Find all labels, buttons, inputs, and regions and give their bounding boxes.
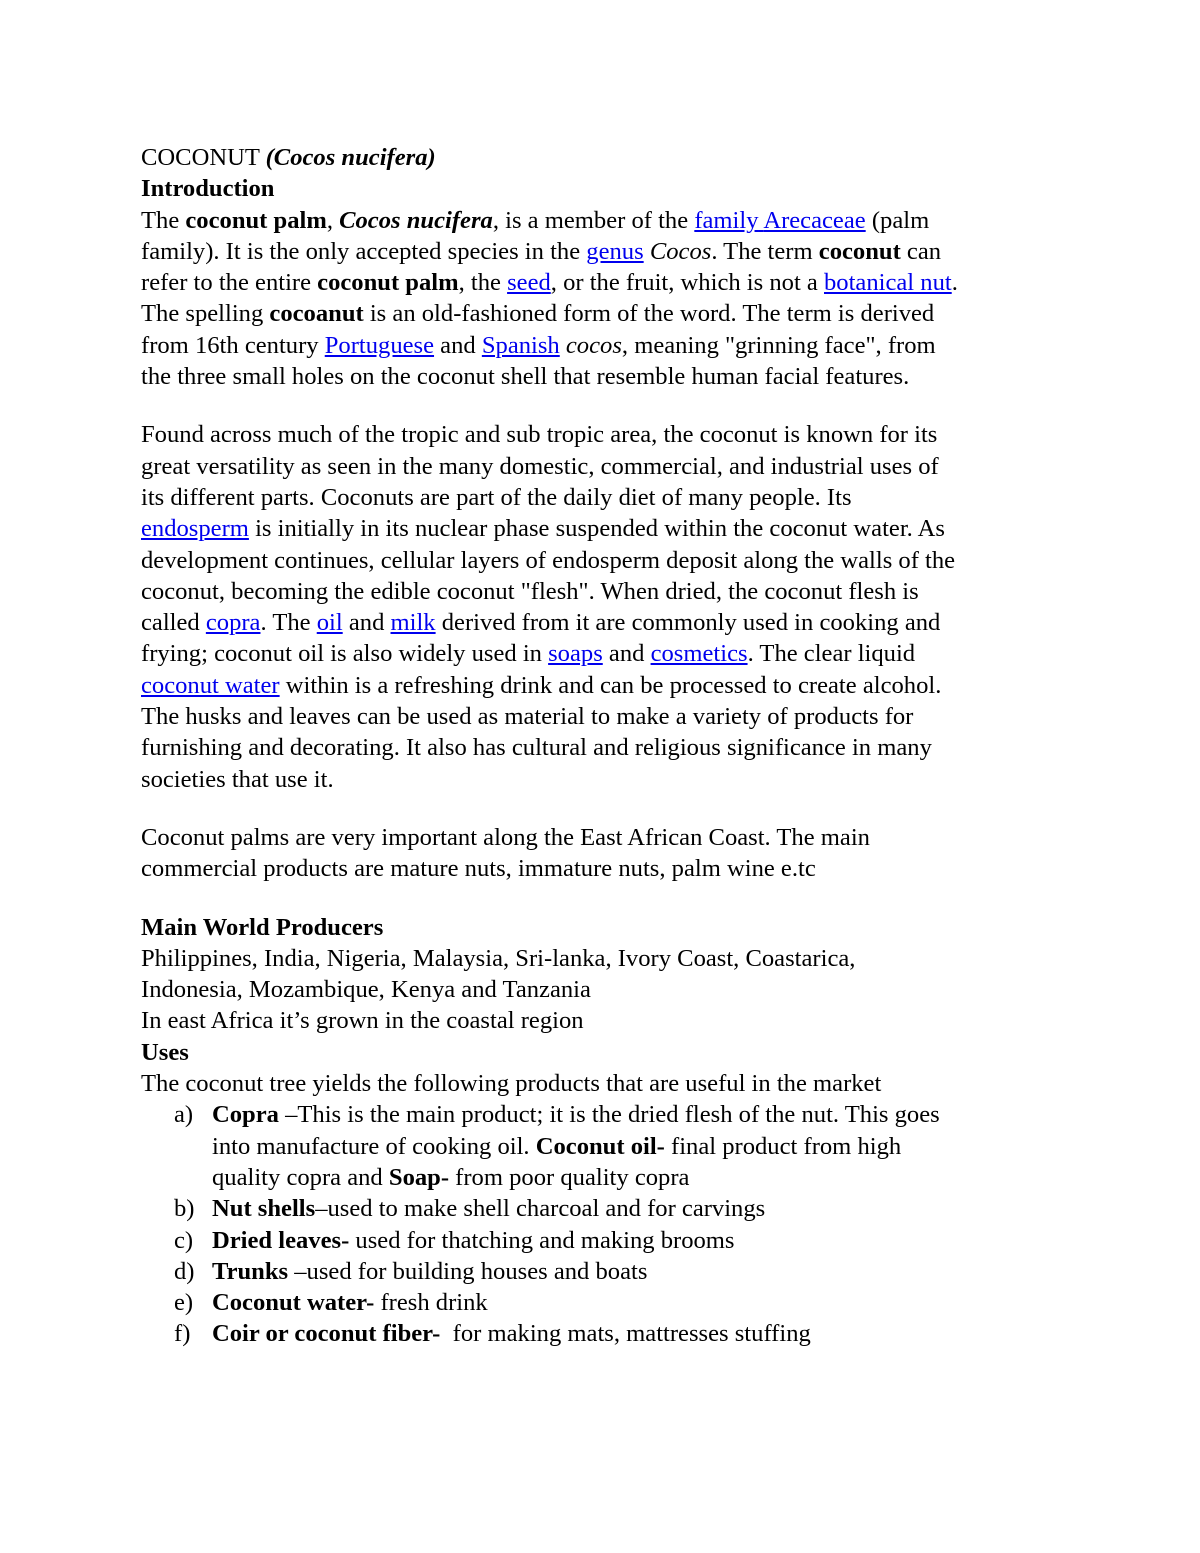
- intro-line-1: The coconut palm, Cocos nucifera, is a member of the family Arecaceae (palm: [141, 206, 930, 234]
- link-genus[interactable]: genus: [586, 237, 644, 265]
- uses-heading: Uses: [141, 1038, 189, 1066]
- paragraph-gap: [141, 392, 1061, 419]
- intro-line-6: the three small holes on the coconut shell that resemble human facial features.: [141, 363, 910, 391]
- list-marker: b): [174, 1195, 195, 1223]
- document-page: [141, 142, 1061, 1350]
- list-item-continuation: into manufacture of cooking oil. Coconut oil- final product from high: [212, 1132, 902, 1160]
- para3-line-2: commercial products are mature nuts, immature nuts, palm wine e.tc: [141, 855, 816, 883]
- para2-line-6: coconut, becoming the edible coconut "flesh". When dried, the coconut flesh is: [141, 577, 919, 605]
- para2-line-5: development continues, cellular layers of endosperm deposit along the walls of the: [141, 546, 956, 574]
- link-cosmetics[interactable]: cosmetics: [650, 640, 748, 668]
- para2-line-10: The husks and leaves can be used as material to make a variety of products for: [141, 703, 914, 731]
- para2-line-4: endosperm is initially in its nuclear phase suspended within the coconut water. As: [141, 515, 945, 543]
- link-oil[interactable]: oil: [316, 609, 343, 637]
- para2-line-8: frying; coconut oil is also widely used in soaps and cosmetics. The clear liquid: [141, 640, 916, 668]
- para2-line-3: its different parts. Coconuts are part of the daily diet of many people. Its: [141, 483, 852, 511]
- intro-line-3: refer to the entire coconut palm, the seed, or the fruit, which is not a botanical nut.: [141, 269, 958, 297]
- list-marker: e): [174, 1289, 194, 1317]
- link-spanish[interactable]: Spanish: [481, 331, 560, 359]
- document-title: [141, 142, 1061, 173]
- link-seed[interactable]: seed: [507, 269, 551, 297]
- list-item: a) Copra –This is the main product; it is the dried flesh of the nut. This goes: [141, 1099, 1061, 1130]
- introduction-heading: Introduction: [141, 175, 275, 203]
- list-item-continuation: quality copra and Soap- from poor quality copra: [212, 1163, 690, 1191]
- paragraph-gap: [141, 795, 1061, 822]
- list-item: d) Trunks –used for building houses and boats: [141, 1256, 1061, 1287]
- para2-line-11: furnishing and decorating. It also has cultural and religious significance in many: [141, 734, 932, 762]
- link-endosperm[interactable]: endosperm: [141, 515, 249, 543]
- para2-line-12: societies that use it.: [141, 765, 334, 793]
- list-marker: a): [174, 1101, 194, 1129]
- link-botanical-nut[interactable]: botanical nut: [824, 269, 952, 297]
- list-item: f) Coir or coconut fiber- for making mats, mattresses stuffing: [141, 1318, 1061, 1349]
- link-soaps[interactable]: soaps: [548, 640, 603, 668]
- para2-line-1: Found across much of the tropic and sub tropic area, the coconut is known for its: [141, 421, 938, 449]
- para3-line-1: Coconut palms are very important along the East African Coast. The main: [141, 823, 870, 851]
- intro-line-5: from 16th century Portuguese and Spanish cocos, meaning "grinning face", from: [141, 331, 936, 359]
- list-marker: f): [174, 1320, 191, 1348]
- producers-line-2: Indonesia, Mozambique, Kenya and Tanzania: [141, 976, 591, 1004]
- list-item: e) Coconut water- fresh drink: [141, 1287, 1061, 1318]
- link-family[interactable]: family: [694, 206, 759, 234]
- list-item: c) Dried leaves- used for thatching and making brooms: [141, 1225, 1061, 1256]
- producers-line-1: Philippines, India, Nigeria, Malaysia, Sri-lanka, Ivory Coast, Coastarica,: [141, 944, 856, 972]
- title-latin: (Cocos nucifera): [265, 144, 436, 171]
- producers-line-3: In east Africa it’s grown in the coastal region: [141, 1007, 584, 1035]
- para2-line-2: great versatility as seen in the many domestic, commercial, and industrial uses of: [141, 452, 939, 480]
- intro-line-4: The spelling cocoanut is an old-fashioned form of the word. The term is derived: [141, 300, 935, 328]
- list-item: b) Nut shells–used to make shell charcoal and for carvings: [141, 1193, 1061, 1224]
- producers-heading: Main World Producers: [141, 913, 384, 941]
- link-arecaceae[interactable]: Arecaceae: [763, 206, 866, 234]
- title-main: COCONUT: [141, 144, 260, 171]
- para2-line-9: coconut water within is a refreshing drink and can be processed to create alcohol.: [141, 671, 942, 699]
- link-milk[interactable]: milk: [390, 609, 436, 637]
- list-marker: d): [174, 1257, 195, 1285]
- uses-intro: The coconut tree yields the following products that are useful in the market: [141, 1070, 882, 1098]
- paragraph-gap: [141, 885, 1061, 912]
- link-copra[interactable]: copra: [205, 609, 261, 637]
- intro-line-2: family). It is the only accepted species in the genus Cocos. The term coconut can: [141, 237, 942, 265]
- link-coconut-water[interactable]: coconut water: [141, 671, 280, 699]
- list-marker: c): [174, 1226, 194, 1254]
- link-portuguese[interactable]: Portuguese: [324, 331, 435, 359]
- para2-line-7: called copra. The oil and milk derived from it are commonly used in cooking and: [141, 609, 941, 637]
